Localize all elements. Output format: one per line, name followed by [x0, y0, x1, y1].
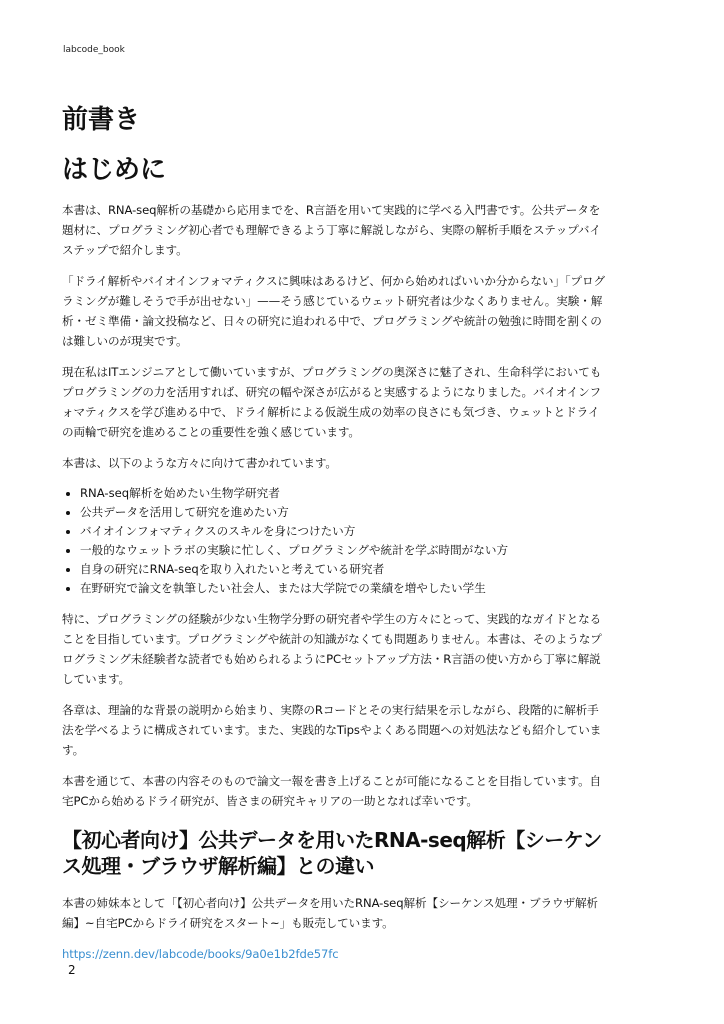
section-heading-introduction: はじめに — [62, 155, 167, 185]
page-content — [62, 100, 607, 975]
paragraph: 特に、プログラミングの経験が少ない生物学分野の研究者や学生の方々にとって、実践的なガイドとなることを目指しています。プログラミングや統計の知識がなくても問題ありません。本書は、そのようなプログラミング未経験者な読者でも始められるようにPCセットアップ方法・R言語の使い方から丁寧に解説しています。 — [62, 612, 602, 686]
sister-book-link[interactable]: https://zenn.dev/labcode/books/9a0e1b2fde57fc — [62, 947, 339, 961]
paragraph: 本書は、RNA-seq解析の基礎から応用までを、R言語を用いて実践的に学べる入門書です。公共データを題材に、プログラミング初心者でも理解できるよう丁寧に解説しながら、実際の解析手順をステップバイステップで紹介します。 — [62, 203, 601, 257]
page-title: 前書き — [62, 105, 141, 135]
paragraph: 本書の姉妹本として「【初心者向け】公共データを用いたRNA-seq解析【シーケンス処理・ブラウザ解析編】~自宅PCからドライ研究をスタート~」も販売しています。 — [62, 896, 598, 930]
paragraph: 現在私はITエンジニアとして働いていますが、プログラミングの奥深さに魅了され、生命科学においてもプログラミングの力を活用すれば、研究の幅や深さが広がると実感するようになりました。バイオインフォマティクスを学び進める中で、ドライ解析による仮説生成の効率の良さにも気づき、ウェットとドライの両輪で研究を進めることの重要性を強く感じています。 — [62, 365, 602, 439]
paragraph: 本書は、以下のような方々に向けて書かれています。 — [62, 456, 337, 470]
page-number: 2 — [68, 963, 76, 977]
audience-list — [62, 484, 607, 598]
running-head: labcode_book — [63, 45, 125, 55]
list-item: • 自身の研究にRNA-seqを取り入れたいと考えている研究者 — [80, 560, 607, 579]
list-item: • バイオインフォマティクスのスキルを身につけたい方 — [80, 522, 607, 541]
list-item: • 公共データを活用して研究を進めたい方 — [80, 503, 607, 522]
paragraph: 本書を通じて、本書の内容そのもので論文一報を書き上げることが可能になることを目指しています。自宅PCから始めるドライ研究が、皆さまの研究キャリアの一助となれば幸いです。 — [62, 774, 602, 808]
list-item: • 在野研究で論文を執筆したい社会人、または大学院での業績を増やしたい学生 — [80, 579, 607, 598]
paragraph: 各章は、理論的な背景の説明から始まり、実際のRコードとその実行結果を示しながら、段階的に解析手法を学べるように構成されています。また、実践的なTipsやよくある問題への対処法なども紹介しています。 — [62, 703, 602, 757]
section-heading-sister-book: 【初心者向け】公共データを用いたRNA-seq解析【シーケンス処理・ブラウザ解析編】との違い — [62, 828, 602, 878]
list-item: • 一般的なウェットラボの実験に忙しく、プログラミングや統計を学ぶ時間がない方 — [80, 541, 607, 560]
paragraph: 「ドライ解析やバイオインフォマティクスに興味はあるけど、何から始めればいいか分からない」「プログラミングが難しそうで手が出せない」——そう感じているウェット研究者は少なくありません。実験・解析・ゼミ準備・論文投稿など、日々の研究に追われる中で、プログラミングや統計の勉強に時間を割くのは難しいのが現実です。 — [62, 274, 606, 348]
list-item: • RNA-seq解析を始めたい生物学研究者 — [80, 484, 607, 503]
